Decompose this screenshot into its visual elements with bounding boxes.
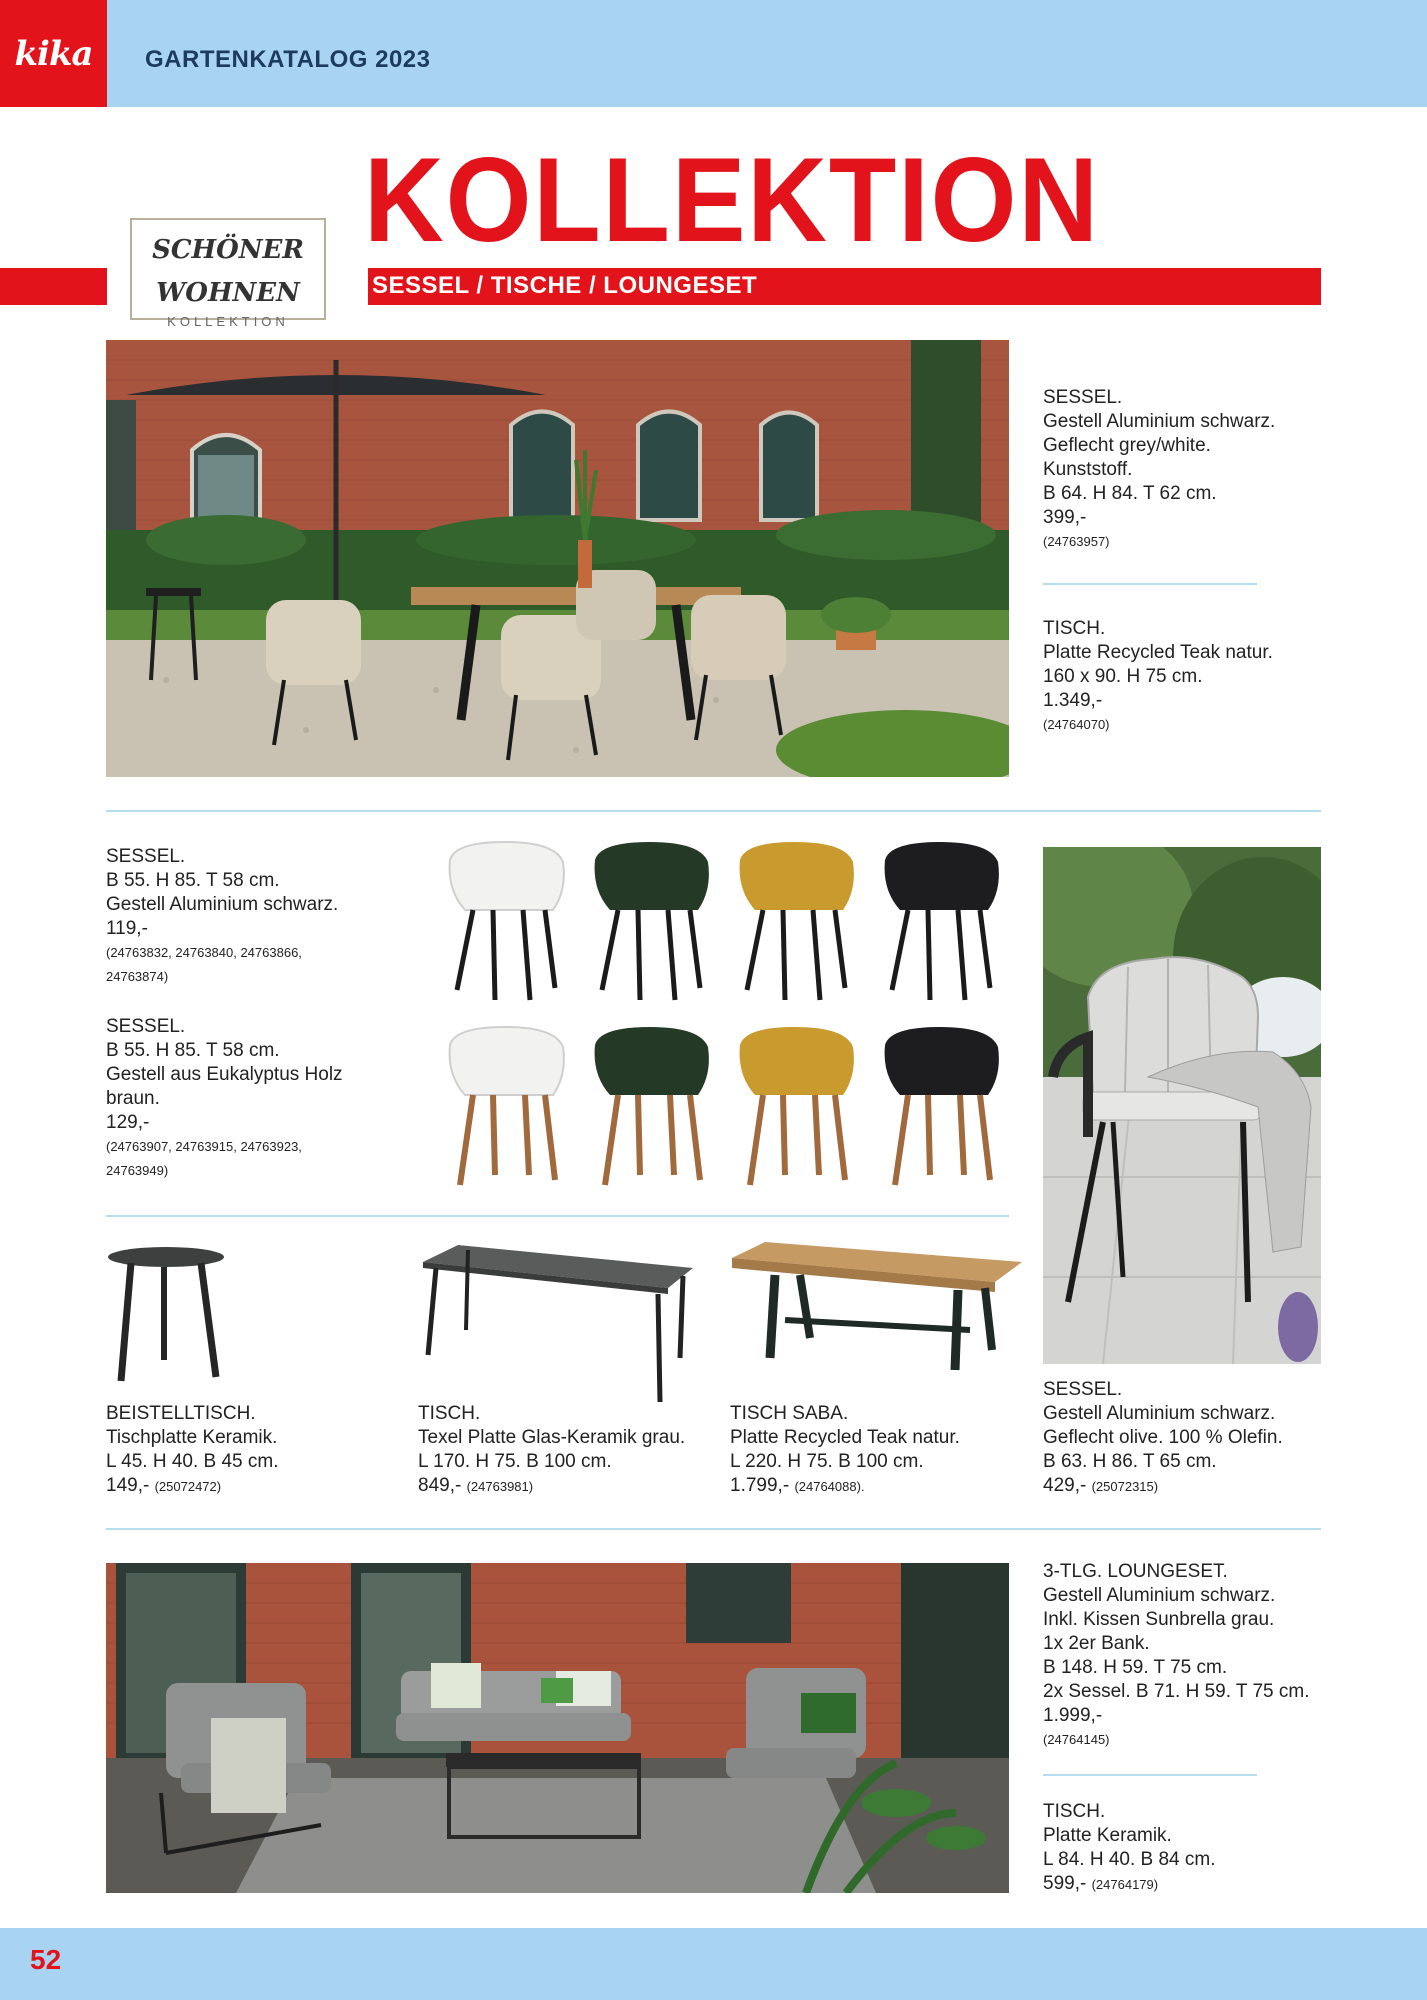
- product-price: 119,-: [106, 918, 148, 939]
- chair-yellow-wood: [740, 1027, 854, 1185]
- product-detail: 1x 2er Bank.: [1043, 1633, 1150, 1654]
- product-tisch-saba: [730, 1402, 960, 1499]
- image-beistelltisch: [106, 1245, 236, 1385]
- product-name: BEISTELLTISCH.: [106, 1403, 256, 1424]
- chair-white-metal: [450, 842, 564, 1000]
- page-number: 52: [30, 1944, 62, 1975]
- product-detail: Gestell Aluminium schwarz.: [106, 894, 339, 915]
- article-number: (24763832, 24763840, 24763866,: [106, 945, 302, 960]
- product-detail: Platte Keramik.: [1043, 1825, 1172, 1846]
- product-name: TISCH SABA.: [730, 1403, 849, 1424]
- product-detail: Texel Platte Glas-Keramik grau.: [418, 1427, 686, 1448]
- divider: [106, 1215, 1009, 1217]
- product-name: SESSEL.: [106, 846, 186, 867]
- article-number: (24763981): [466, 1479, 534, 1494]
- product-tisch-1: [1043, 617, 1273, 737]
- product-price: 599,-: [1043, 1873, 1087, 1894]
- product-name: SESSEL.: [106, 1016, 186, 1037]
- article-number: (24763907, 24763915, 24763923,: [106, 1139, 302, 1154]
- article-number: (24764179): [1091, 1877, 1159, 1892]
- product-detail: Gestell Aluminium schwarz.: [1043, 1585, 1276, 1606]
- product-detail: Geflecht olive. 100 % Olefin.: [1043, 1427, 1283, 1448]
- product-sessel-wood: [106, 1015, 343, 1183]
- product-price: 849,-: [418, 1475, 462, 1496]
- chair-yellow-metal: [740, 842, 854, 1000]
- section-divider: [106, 1528, 1321, 1530]
- page-subtitle: SESSEL / TISCHE / LOUNGESET: [372, 272, 758, 299]
- article-number: 24763874): [106, 969, 169, 984]
- red-stripe-left: [0, 268, 107, 305]
- chair-white-wood: [450, 1027, 564, 1185]
- product-detail: Gestell Aluminium schwarz.: [1043, 1403, 1276, 1424]
- product-sessel-metal: [106, 845, 338, 989]
- product-dimensions: L 84. H 40. B 84 cm.: [1043, 1849, 1216, 1870]
- divider: [1043, 583, 1257, 585]
- chair-green-wood: [595, 1027, 709, 1185]
- product-name: 3-TLG. LOUNGESET.: [1043, 1561, 1228, 1582]
- product-detail: Gestell aus Eukalyptus Holz: [106, 1064, 343, 1085]
- product-detail: Platte Recycled Teak natur.: [1043, 642, 1273, 663]
- brand-line-3: KOLLEKTION: [167, 314, 289, 329]
- photo-lounge-chair: [1043, 847, 1321, 1364]
- product-dimensions: L 170. H 75. B 100 cm.: [418, 1451, 612, 1472]
- product-detail: Geflecht grey/white.: [1043, 435, 1211, 456]
- product-dimensions: L 45. H 40. B 45 cm.: [106, 1451, 279, 1472]
- chair-grid: [430, 835, 1010, 1205]
- product-dimensions: L 220. H 75. B 100 cm.: [730, 1451, 924, 1472]
- product-name: SESSEL.: [1043, 1379, 1123, 1400]
- product-tisch-texel: [418, 1402, 685, 1499]
- product-dimensions: 160 x 90. H 75 cm.: [1043, 666, 1203, 687]
- product-tisch-keramik: [1043, 1800, 1216, 1897]
- product-sessel-olive: [1043, 1378, 1283, 1499]
- product-detail: Gestell Aluminium schwarz.: [1043, 411, 1276, 432]
- image-tisch-texel: [418, 1240, 694, 1405]
- catalog-title: GARTENKATALOG 2023: [145, 46, 431, 73]
- product-beistelltisch: [106, 1402, 279, 1499]
- bottom-bar: [0, 1928, 1427, 2000]
- product-price: 399,-: [1043, 507, 1087, 528]
- logo-text: kika: [14, 33, 93, 74]
- product-dimensions: B 64. H 84. T 62 cm.: [1043, 483, 1217, 504]
- product-dimensions: 2x Sessel. B 71. H 59. T 75 cm.: [1043, 1681, 1310, 1702]
- article-number: (24764088).: [794, 1479, 865, 1494]
- divider: [1043, 1774, 1257, 1776]
- article-number: (24764070): [1043, 717, 1110, 732]
- product-detail: Tischplatte Keramik.: [106, 1427, 278, 1448]
- brand-line-1: SCHÖNER: [152, 235, 304, 265]
- product-detail: Kunststoff.: [1043, 459, 1133, 480]
- product-detail: Platte Recycled Teak natur.: [730, 1427, 960, 1448]
- chair-black-wood: [885, 1027, 999, 1185]
- photo-patio-dining: [106, 340, 1009, 777]
- page-title: KOLLEKTION: [364, 133, 1100, 267]
- product-price: 1.999,-: [1043, 1705, 1103, 1726]
- article-number: 24763949): [106, 1163, 169, 1178]
- product-price: 129,-: [106, 1112, 150, 1133]
- photo-loungeset: [106, 1563, 1009, 1893]
- article-number: (24764145): [1043, 1732, 1110, 1747]
- product-price: 429,-: [1043, 1475, 1087, 1496]
- product-detail: Inkl. Kissen Sunbrella grau.: [1043, 1609, 1275, 1630]
- product-dimensions: B 55. H 85. T 58 cm.: [106, 870, 280, 891]
- article-number: (24763957): [1043, 534, 1110, 549]
- product-name: TISCH.: [418, 1403, 481, 1424]
- product-detail: braun.: [106, 1088, 160, 1109]
- product-price: 1.349,-: [1043, 690, 1103, 711]
- schoener-wohnen-logo: [130, 218, 326, 329]
- product-price: 1.799,-: [730, 1475, 790, 1496]
- article-number: (25072315): [1091, 1479, 1159, 1494]
- chair-green-metal: [595, 842, 709, 1000]
- product-name: TISCH.: [1043, 618, 1106, 639]
- image-tisch-saba: [730, 1240, 1024, 1375]
- kika-logo: [0, 0, 107, 107]
- product-dimensions: B 148. H 59. T 75 cm.: [1043, 1657, 1228, 1678]
- product-price: 149,-: [106, 1475, 150, 1496]
- product-sessel-1: [1043, 386, 1275, 554]
- chair-black-metal: [885, 842, 999, 1000]
- product-dimensions: B 63. H 86. T 65 cm.: [1043, 1451, 1217, 1472]
- product-name: TISCH.: [1043, 1801, 1106, 1822]
- brand-line-2: WOHNEN: [156, 278, 300, 308]
- product-dimensions: B 55. H 85. T 58 cm.: [106, 1040, 280, 1061]
- section-divider: [106, 810, 1321, 812]
- product-loungeset: [1043, 1560, 1309, 1752]
- article-number: (25072472): [154, 1479, 222, 1494]
- product-name: SESSEL.: [1043, 387, 1123, 408]
